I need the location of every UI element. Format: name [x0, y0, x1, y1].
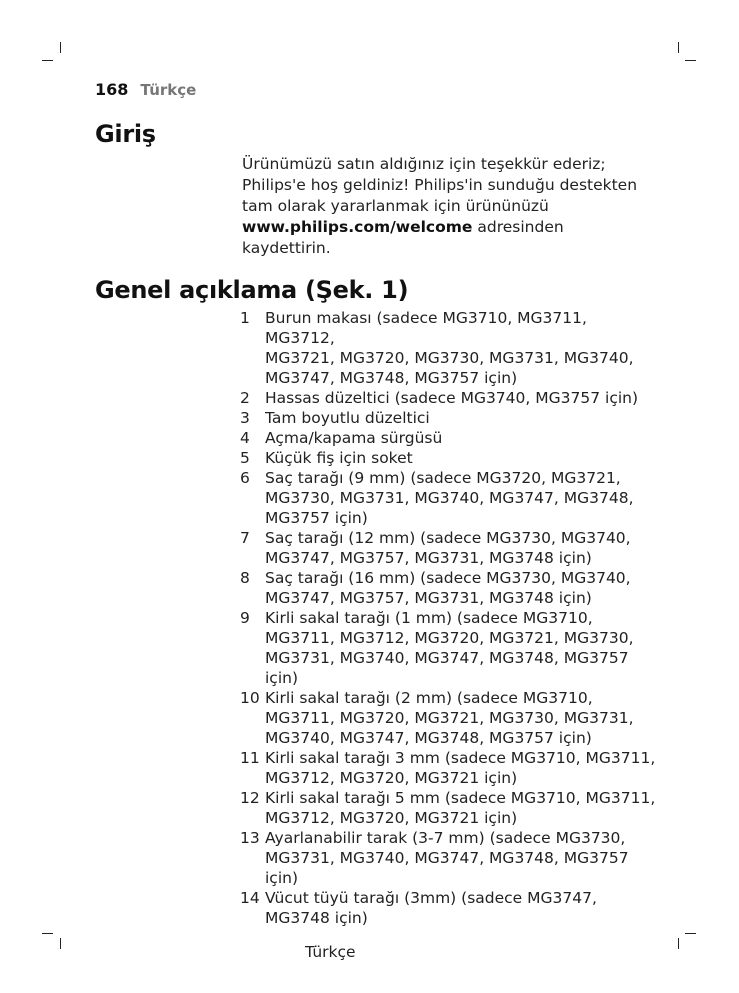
item-number: 1 — [240, 309, 250, 327]
item-text: Vücut tüyü tarağı (3mm) (sadece MG3747, MG3748 için) — [265, 889, 597, 927]
item-number: 4 — [240, 429, 250, 447]
item-text: Kirli sakal tarağı 5 mm (sadece MG3710, MG3711, MG3712, MG3720, MG3721 için) — [265, 789, 656, 827]
list-item — [240, 748, 660, 788]
item-number: 14 — [240, 889, 260, 907]
page-number: 168 — [95, 80, 129, 99]
crop-mark — [42, 60, 53, 61]
intro-paragraph — [242, 154, 662, 259]
item-text: Kirli sakal tarağı (1 mm) (sadece MG3710, MG3711, MG3712, MG3720, MG3721, MG3730, MG3731, MG3740, MG3747, MG3748, MG3757 için) — [265, 609, 634, 687]
page-header — [95, 80, 196, 102]
item-number: 13 — [240, 829, 260, 847]
item-text: Hassas düzeltici (sadece MG3740, MG3757 için) — [265, 389, 639, 407]
item-text: Kirli sakal tarağı (2 mm) (sadece MG3710, MG3711, MG3720, MG3721, MG3730, MG3731, MG3740, MG3747, MG3748, MG3757 için) — [265, 689, 634, 747]
overview-heading: Genel açıklama (Şek. 1) — [95, 276, 409, 304]
list-item — [240, 308, 660, 388]
item-text: Saç tarağı (12 mm) (sadece MG3730, MG3740, MG3747, MG3757, MG3731, MG3748 için) — [265, 529, 631, 567]
list-item — [240, 828, 660, 888]
crop-mark — [678, 42, 679, 53]
list-item — [240, 888, 660, 928]
item-text: Ayarlanabilir tarak (3-7 mm) (sadece MG3730, MG3731, MG3740, MG3747, MG3748, MG3757 için) — [265, 829, 629, 887]
item-text: Saç tarağı (16 mm) (sadece MG3730, MG3740, MG3747, MG3757, MG3731, MG3748 için) — [265, 569, 631, 607]
item-number: 3 — [240, 409, 250, 427]
list-item — [240, 408, 660, 428]
intro-text-after-link: adresinden kaydettirin. — [242, 218, 564, 257]
intro-heading: Giriş — [95, 120, 156, 148]
item-text: Burun makası (sadece MG3710, MG3711, MG3712, MG3721, MG3720, MG3730, MG3731, MG3740, MG3747, MG3748, MG3757 için) — [265, 309, 634, 387]
item-number: 10 — [240, 689, 260, 707]
item-number: 6 — [240, 469, 250, 487]
intro-text-before-link: Ürünümüzü satın aldığınız için teşekkür ederiz; Philips'e hoş geldiniz! Philips'in sunduğu destekten tam olarak yararlanmak için ürününüzü — [242, 155, 638, 215]
item-number: 8 — [240, 569, 250, 587]
crop-mark — [60, 42, 61, 53]
item-number: 11 — [240, 749, 260, 767]
list-item — [240, 388, 660, 408]
list-item — [240, 528, 660, 568]
welcome-url: www.philips.com/welcome — [242, 218, 473, 236]
item-text: Kirli sakal tarağı 3 mm (sadece MG3710, MG3711, MG3712, MG3720, MG3721 için) — [265, 749, 656, 787]
list-item — [240, 788, 660, 828]
crop-mark — [42, 933, 53, 934]
header-language: Türkçe — [140, 81, 197, 99]
crop-mark — [60, 938, 61, 949]
page-footer-language: Türkçe — [305, 943, 356, 961]
item-number: 12 — [240, 789, 260, 807]
item-number: 2 — [240, 389, 250, 407]
list-item — [240, 428, 660, 448]
item-text: Saç tarağı (9 mm) (sadece MG3720, MG3721, MG3730, MG3731, MG3740, MG3747, MG3748, MG3757 için) — [265, 469, 634, 527]
crop-mark — [685, 933, 696, 934]
list-item — [240, 688, 660, 748]
parts-list — [240, 308, 660, 928]
list-item — [240, 568, 660, 608]
crop-mark — [678, 938, 679, 949]
item-number: 9 — [240, 609, 250, 627]
item-text: Küçük fiş için soket — [265, 449, 413, 467]
list-item — [240, 448, 660, 468]
list-item — [240, 608, 660, 688]
list-item — [240, 468, 660, 528]
item-text: Tam boyutlu düzeltici — [265, 409, 430, 427]
item-number: 7 — [240, 529, 250, 547]
item-text: Açma/kapama sürgüsü — [265, 429, 443, 447]
item-number: 5 — [240, 449, 250, 467]
crop-mark — [685, 60, 696, 61]
